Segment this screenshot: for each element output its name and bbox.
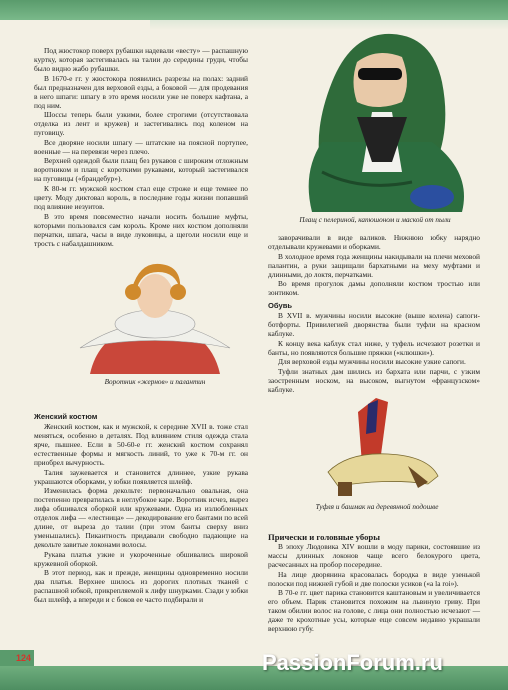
section-heading: Прически и головные уборы (268, 532, 380, 542)
paragraph: В этот период, как и прежде, женщины одновременно носили два платья. Верхнее шилось из дорогих плотных тканей с распашной юбкой, прикрепляемой к лифу шнурками. Сзади у юбки был шлейф, а впереди и с боков ее часто подбирали и (34, 568, 248, 605)
watermark: PassionForum.ru (262, 650, 443, 675)
paragraph: К 80-м гг. мужской костюм стал еще строже и еще темнее по цвету. Моду диктовал король, в последние годы жизни попавший под влияние иезуитов. (34, 183, 248, 211)
paragraph: В 1670-е гг. у жюстокора появились разрезы на полах: задний был предназначен для верховой езды, а боковой — для продевания в него шпаги: шпагу в это время носили уже не поверх кафтана, а под ним. (34, 73, 248, 110)
cloak-illustration (262, 22, 492, 214)
paragraph: заворачивали в виде валиков. Нижнюю юбку нарядно отделывали кружевами и оборками. (268, 233, 480, 251)
womens-costume-section (34, 408, 248, 605)
paragraph: Талия заужевается и становится длиннее, узкие рукава украшаются оборками, у юбки появляется шлейф. (34, 467, 248, 486)
top-color-band (0, 0, 508, 20)
cloak-caption: Плащ с пелериной, капюшоном и маской от пыли (299, 216, 451, 224)
paragraph: Женский костюм, как и мужской, к середине XVII в. тоже стал меняться, особенно в деталях. Под влиянием стиля одежда стала ярче, пышнее. Если в 50-60-е гг. женский костюм сохранял естественные формы и мягкость линий, то уже к 70-м гг. он приобрел вычурность. (34, 422, 248, 467)
section-heading: Женский костюм (34, 412, 98, 421)
paragraph: В холодное время года женщины накидывали на плечи меховой палантин, а руки защищали бархатными на меху муфтами и длинными, до локтя, перчатками. (268, 251, 480, 279)
collar-illustration (70, 258, 240, 374)
page-number: 124 (0, 650, 34, 666)
paragraph: Шоссы теперь были узкими, более строгими (отсутствовала отделка из лент и кружев) и застегивались под коленом на пуговицу. (34, 110, 248, 138)
paragraph: На лице дворянина красовалась бородка в виде узенькой полоски под нижней губой и две полоски усиков («a la roi»). (268, 569, 480, 588)
paragraph: В XVII в. мужчины носили высокие (выше колена) сапоги-ботфорты. Привилегией дворянства были туфли на красном каблуке. (268, 311, 480, 339)
paragraph: Во время прогулок дамы дополняли костюм тростью или зонтиком. (268, 279, 480, 298)
shoes-caption: Туфля и башмак на деревянной подошве (315, 503, 439, 511)
paragraph: Изменилась форма декольте: первоначально овальная, она постепенно превратилась в неглубокое каре. Воротник исчез, вырез лифа обшивался оборкой или кружевами. Одна из излюбленных отделок лифа — «лестница» — декодирование его бантами по всей длине, от выреза до талии (при этом банты сверху вниз уменьшались). Пикантность придавали свободно падающие на декольте завитые локонами волосы. (34, 486, 248, 550)
hairstyles-section (268, 533, 480, 634)
paragraph: К концу века каблук стал ниже, у туфель исчезают розетки и банты, но появляются большие пряжки («клюшки»). (268, 338, 480, 357)
paragraph: Для верховой езды мужчины носили высокие узкие сапоги. (278, 357, 466, 367)
paragraph: Под жюстокор поверх рубашки надевали «весту» — распашную куртку, которая застегивалась на талии до середины груди, чтобы было видно жабо рубашки. (34, 46, 248, 73)
paragraph: Туфли знатных дам шились из бархата или парчи, с узким заостренным носком, на высоком, выгнутом «французском» каблуке. (268, 366, 480, 394)
paragraph: Рукава платья узкие и укороченные обшивались широкой кружевной оборкой. (34, 549, 248, 568)
paragraph: Все дворяне носили шпагу — штатские на поясной портупее, военные — на перевязи через плечо. (34, 137, 248, 156)
paragraph: В эпоху Людовика XIV вошли в моду парики, состоявшие из массы длинных локонов чаще всего белокурого цвета, расчесанных на пробор посередине. (268, 542, 480, 569)
shoes-illustration (318, 392, 446, 500)
paragraph: Верхней одеждой были плащ без рукавов с широким отложным воротником и плащ с короткими рукавами, который застегивался на пуговицы («брандебур»). (34, 156, 248, 184)
collar-caption: Воротник «жернов» и палантин (104, 378, 206, 386)
left-column-text (34, 46, 248, 248)
paragraph: В 70-е гг. цвет парика становится каштановым и увеличивается его объем. Парик становится похожим на львиную гриву. При таком обилии волос на голове, с лица они полностью исчезают — даже те крохотные усы, которые еще совсем недавно украшали верхнюю губу. (268, 588, 480, 634)
paragraph: В это время повсеместно начали носить большие муфты, которыми пользовался сам король. Кроме них костюм дополняли перчатки, шпага, часы в виде луковицы, а щеголи носили еще и трость с набалдашником. (34, 211, 248, 248)
right-column-text (268, 233, 480, 395)
section-heading: Обувь (268, 301, 293, 311)
